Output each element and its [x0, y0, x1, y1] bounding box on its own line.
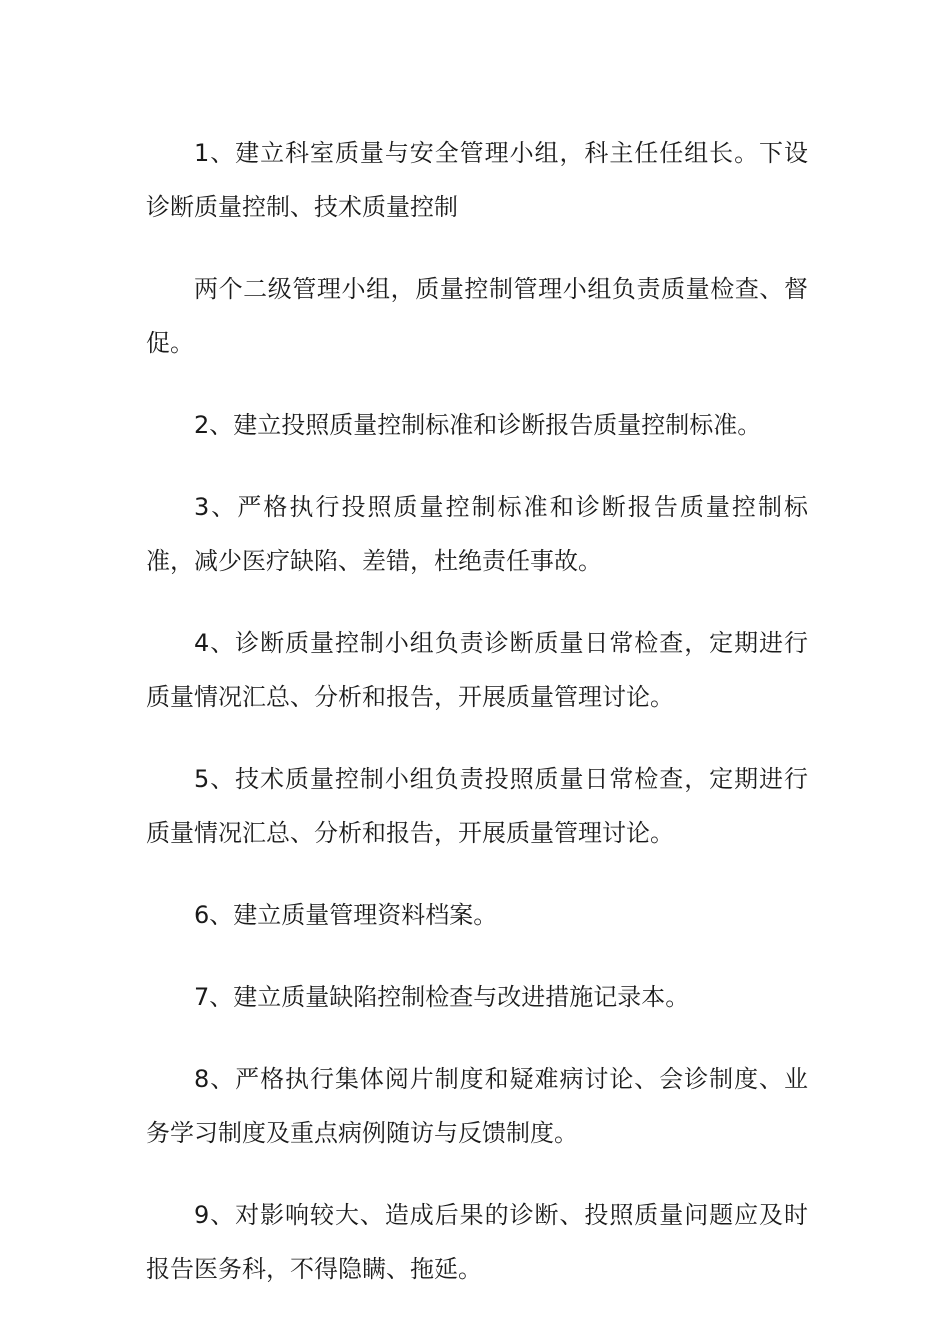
- document-body: [146, 126, 808, 1324]
- paragraph-1: 1、建立科室质量与安全管理小组，科主任任组长。下设诊断质量控制、技术质量控制: [146, 139, 808, 221]
- paragraph-7: 6、建立质量管理资料档案。: [194, 901, 498, 929]
- paragraph-9: 8、严格执行集体阅片制度和疑难病讨论、会诊制度、业务学习制度及重点病例随访与反馈制度。: [146, 1065, 808, 1147]
- paragraph-8: 7、建立质量缺陷控制检查与改进措施记录本。: [194, 983, 690, 1011]
- paragraph-2: 两个二级管理小组，质量控制管理小组负责质量检查、督促。: [146, 275, 808, 357]
- paragraph-6: 5、技术质量控制小组负责投照质量日常检查，定期进行质量情况汇总、分析和报告，开展质量管理讨论。: [146, 765, 808, 847]
- paragraph-10: 9、对影响较大、造成后果的诊断、投照质量问题应及时报告医务科，不得隐瞒、拖延。: [146, 1201, 808, 1283]
- paragraph-5: 4、诊断质量控制小组负责诊断质量日常检查，定期进行质量情况汇总、分析和报告，开展质量管理讨论。: [146, 629, 808, 711]
- paragraph-4: 3、严格执行投照质量控制标准和诊断报告质量控制标准，减少医疗缺陷、差错，杜绝责任事故。: [146, 493, 808, 575]
- paragraph-3: 2、建立投照质量控制标准和诊断报告质量控制标准。: [194, 411, 762, 439]
